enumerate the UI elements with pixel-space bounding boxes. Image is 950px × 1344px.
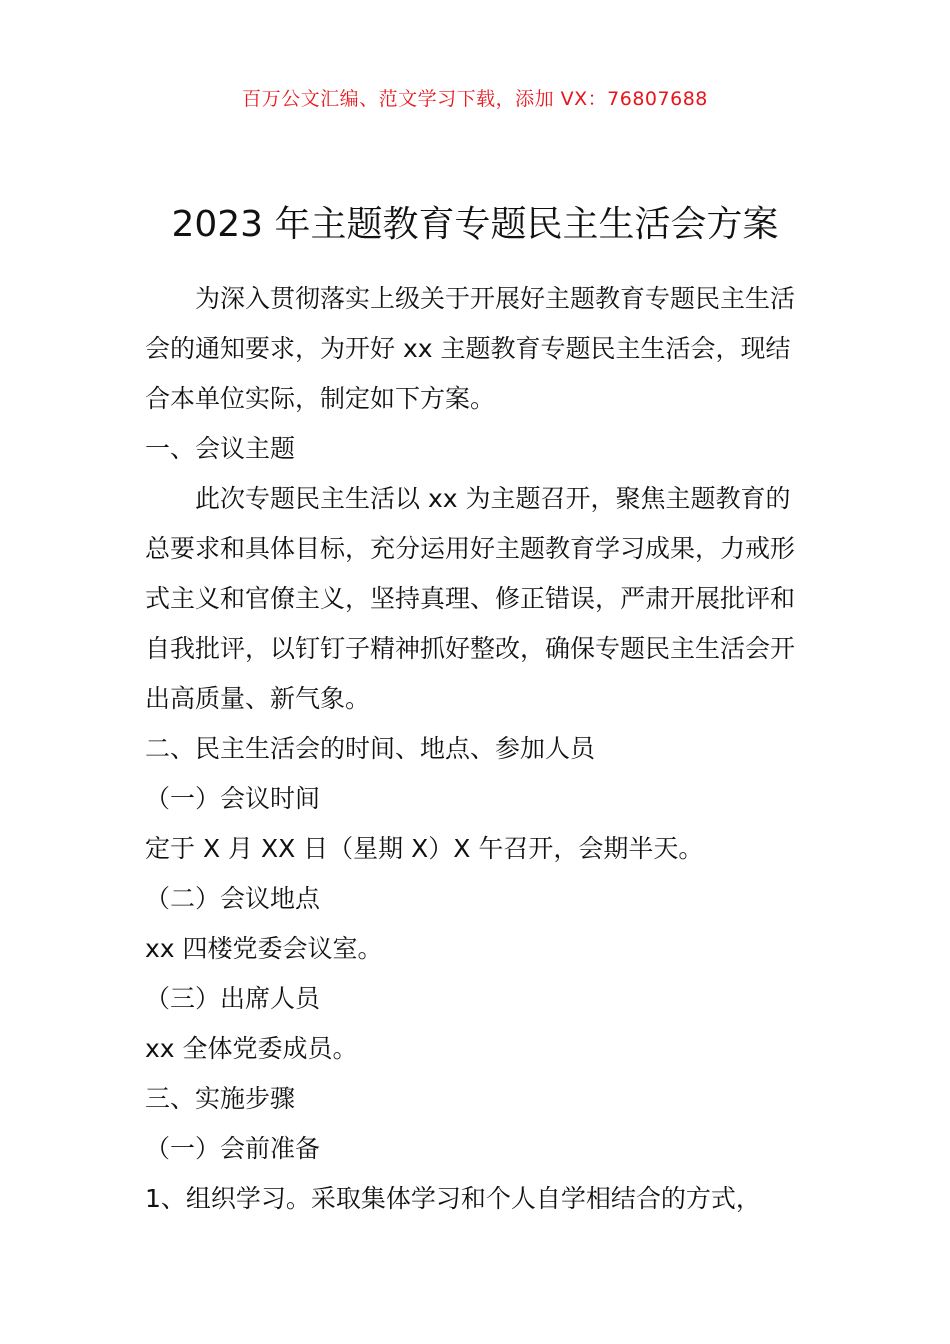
section-heading-3: 三、实施步骤 [145,1084,296,1113]
location-detail: xx 四楼党委会议室。 [145,934,383,963]
subheading-preparation: （一）会前准备 [145,1134,321,1163]
document-body [145,274,813,1224]
time-detail: 定于 X 月 XX 日（星期 X）X 午召开，会期半天。 [145,834,704,863]
intro-paragraph: 为深入贯彻落实上级关于开展好主题教育专题民主生活会的通知要求，为开好 xx 主题教育专题民主生活会，现结合本单位实际，制定如下方案。 [145,284,796,413]
header-note: 百万公文汇编、范文学习下载，添加 VX：76807688 [242,88,708,110]
step-1-paragraph: 1、组织学习。采取集体学习和个人自学相结合的方式， [145,1184,761,1213]
theme-paragraph: 此次专题民主生活以 xx 为主题召开，聚焦主题教育的总要求和具体目标，充分运用好主题教育学习成果，力戒形式主义和官僚主义，坚持真理、修正错误，严肃开展批评和自我批评，以钉钉子精神抓好整改，确保专题民主生活会开出高质量、新气象。 [145,484,796,713]
subheading-location: （二）会议地点 [145,884,321,913]
subheading-time: （一）会议时间 [145,784,321,813]
attendees-detail: xx 全体党委成员。 [145,1034,358,1063]
section-heading-1: 一、会议主题 [145,434,296,463]
document-title: 2023 年主题教育专题民主生活会方案 [171,204,779,246]
subheading-attendees: （三）出席人员 [145,984,321,1013]
section-heading-2: 二、民主生活会的时间、地点、参加人员 [145,734,596,763]
